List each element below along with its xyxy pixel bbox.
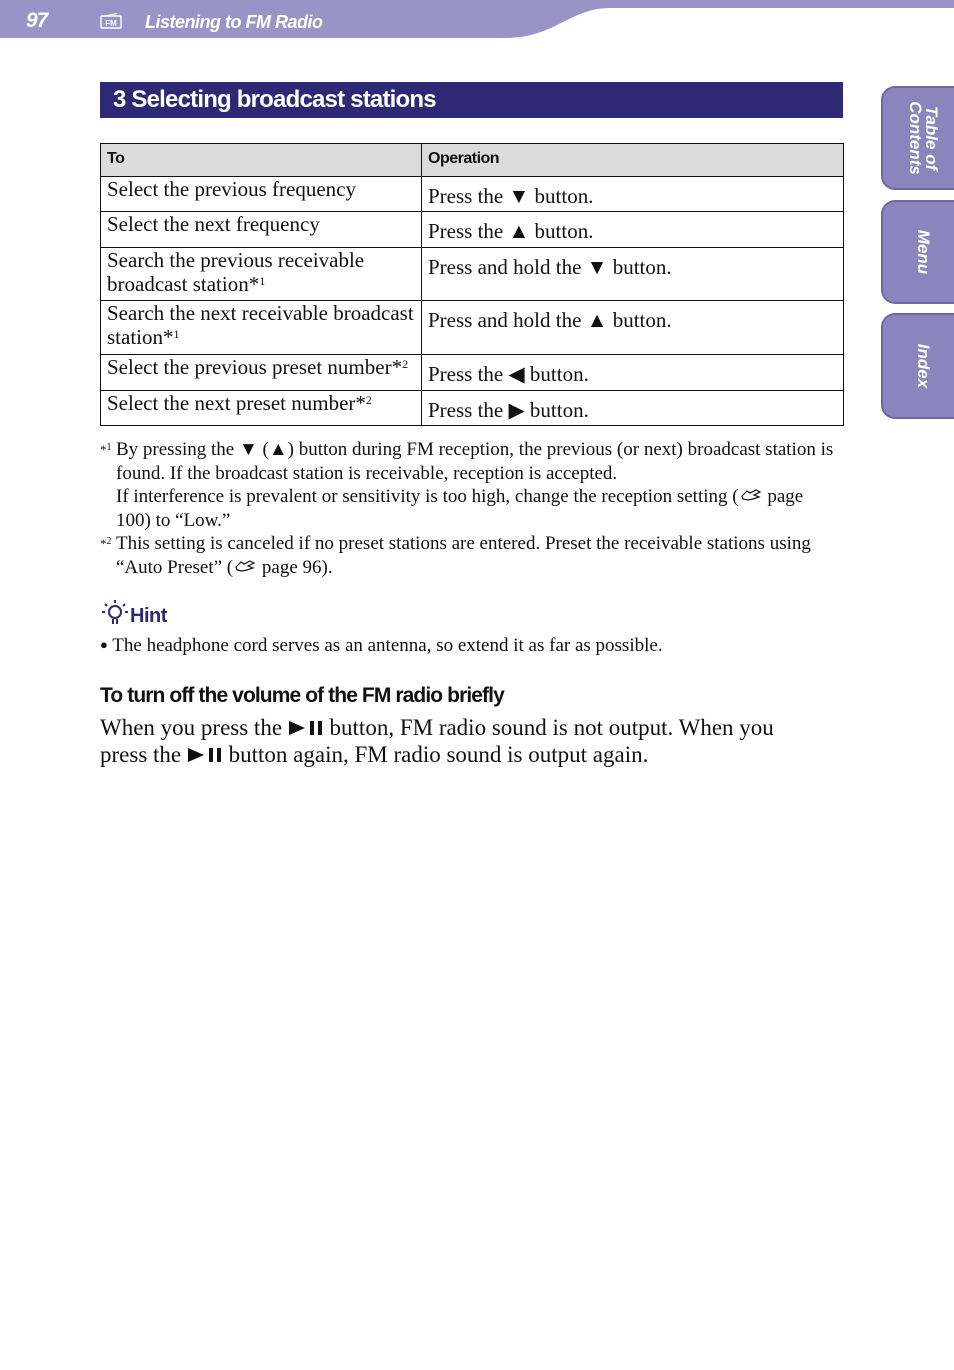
hint-label: Hint [130,605,167,627]
hint-item: ● The headphone cord serves as an antenna, so extend it as far as possible. [100,635,663,656]
operation-cell: Press the ▲ button. [422,212,844,248]
table-row [101,355,844,391]
table-header-row [101,144,844,177]
table-row [101,177,844,212]
right-arrow-icon: ▶ [508,398,525,422]
to-cell: Select the next preset number*$^2$ [101,391,422,426]
table-row [101,391,844,426]
page-number: 97 [26,9,48,32]
play-pause-icon [288,720,324,736]
left-arrow-icon: ◀ [508,362,525,386]
tab-index[interactable] [881,313,954,419]
section-banner [100,82,843,118]
fm-radio-icon [100,13,122,29]
svg-text:FM: FM [105,19,117,28]
play-pause-icon [187,747,223,763]
footnote-mark: *$^1$ [100,442,112,457]
to-cell: Select the previous frequency [101,177,422,212]
subsection-heading: To turn off the volume of the FM radio briefly [100,684,504,707]
subsection-body: When you press the button, FM radio sound is not output. When you press the button again, FM radio sound is output again. [100,715,774,767]
to-cell: Select the next frequency [101,212,422,248]
operations-table [100,143,844,426]
to-cell: Search the previous receivable broadcast station*$^1$ [101,248,422,301]
column-header-to: To [101,144,422,177]
to-cell: Search the next receivable broadcast station*$^1$ [101,301,422,355]
tab-table-of-contents[interactable] [881,86,954,190]
footnote-2: *$^2$ This setting is canceled if no preset stations are entered. Preset the receivable stations using “Auto Preset” ( page 96). [100,533,811,578]
down-arrow-icon: ▼ [508,184,530,208]
operation-cell: Press the ◀ button. [422,355,844,391]
operation-cell: Press the ▼ button. [422,177,844,212]
table-row [101,301,844,355]
to-cell: Select the previous preset number*$^2$ [101,355,422,391]
up-arrow-icon: ▲ [508,219,530,243]
operation-cell: Press and hold the ▼ button. [422,248,844,301]
header-band [0,0,954,40]
tab-label: Table of Contents [906,101,941,175]
bullet: ● [100,637,108,652]
footnote-mark: *$^2$ [100,536,112,551]
tab-menu[interactable] [881,200,954,304]
footnote-1: *$^1$ By pressing the ▼ (▲) button during FM reception, the previous (or next) broadcast station is found. If the broadcast station is receivable, reception is accepted. If interference is prevalent or sensitivity is too high, change the reception setting ( page 100) to “Low.” [100,439,834,531]
table-row [101,248,844,301]
header-title: Listening to FM Radio [145,12,323,32]
down-arrow-icon: ▼ [586,255,608,279]
table-row [101,212,844,248]
tab-label: Menu [914,229,933,275]
operation-cell: Press and hold the ▲ button. [422,301,844,355]
operation-cell: Press the ▶ button. [422,391,844,426]
page-reference-icon [739,487,763,503]
column-header-operation: Operation [422,144,844,177]
footnotes [100,438,840,579]
up-arrow-icon: ▲ [586,308,608,332]
tab-label: Index [914,343,933,389]
page-reference-icon [233,558,257,574]
lightbulb-icon [100,598,128,628]
section-title: 3 Selecting broadcast stations [113,86,436,113]
